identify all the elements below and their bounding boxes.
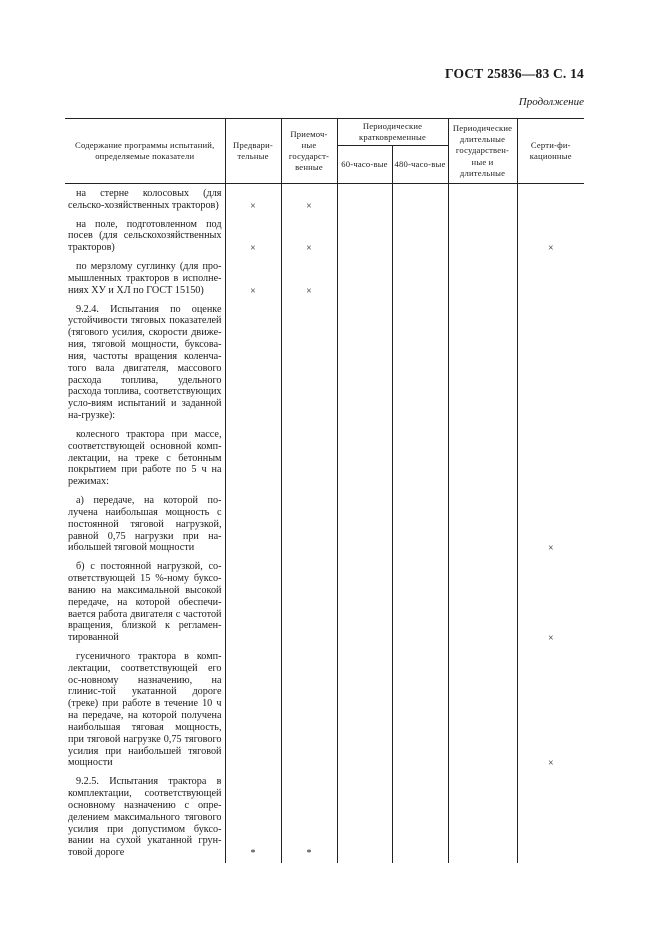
mark-preliminary <box>225 558 281 648</box>
mark-certification <box>517 301 584 426</box>
table-row <box>65 258 584 300</box>
row-description: на стерне колосовых (для сельско-хозяйственных тракторов) <box>68 188 222 211</box>
mark-480h <box>392 558 448 648</box>
mark-480h <box>392 258 448 300</box>
row-description: по мерзлому суглинку (для про-мышленных тракторов в исполне-ниях ХУ и ХЛ по ГОСТ 15150) <box>68 261 222 296</box>
row-description: гусеничного трактора в комп-лектации, соответствующей его ос-новному назначению, на глинис-той укатанной дороге (треке) при работе в течение 10 ч на передаче, на которой получена наибольшая тяговая мощность, при тяговой нагрузке 0,75 тягового усилия при наибольшей тяговой мощности <box>68 650 222 769</box>
mark-preliminary <box>225 426 281 492</box>
table-row <box>65 773 584 863</box>
mark-acceptance: × <box>281 258 337 300</box>
mark-acceptance: × <box>281 216 337 258</box>
col-header-certification: Серти-фи-кационные <box>517 119 584 184</box>
mark-long <box>448 258 517 300</box>
table-row <box>65 492 584 558</box>
page-header: ГОСТ 25836—83 С. 14 <box>445 66 584 81</box>
row-description: 9.2.4. Испытания по оценке устойчивости тяговых показателей (тягового усилия, скорости движе-ния, тяговой мощности, буксова-ния, частоты вращения коленча-того вала двигателя, массового расхода топлива, удельного расхода топлива, соответствующих усло-виям испытаний и заданной на-грузке): <box>68 303 222 422</box>
test-program-table <box>65 118 584 863</box>
mark-60h <box>337 492 392 558</box>
mark-acceptance <box>281 426 337 492</box>
mark-long <box>448 492 517 558</box>
mark-480h <box>392 184 448 216</box>
mark-acceptance: × <box>281 184 337 216</box>
mark-preliminary: × <box>225 258 281 300</box>
col-header-acceptance: Приемоч-ные государст-венные <box>281 119 337 184</box>
mark-long <box>448 301 517 426</box>
row-description: а) передаче, на которой по-лучена наибольшая мощность с постоянной тяговой нагрузкой, равной 0,75 нагрузки при на-ибольшей тяговой мощности <box>68 495 222 554</box>
continuation-label: Продолжение <box>518 96 584 108</box>
col-header-periodic-long: Периодические длительные государствен-ные и длительные <box>448 119 517 184</box>
row-description: колесного трактора при массе, соответствующей основной комп-лектации, на треке с бетонным покрытием при работе по 5 ч на режимах: <box>68 428 222 488</box>
mark-long <box>448 648 517 773</box>
table-row <box>65 216 584 258</box>
col-header-480h: 480-часо-вые <box>392 146 448 184</box>
table-row <box>65 426 584 492</box>
mark-preliminary <box>225 648 281 773</box>
col-header-60h: 60-часо-вые <box>337 146 392 184</box>
mark-long <box>448 426 517 492</box>
mark-60h <box>337 258 392 300</box>
col-header-preliminary: Предвари-тельные <box>225 119 281 184</box>
mark-long <box>448 216 517 258</box>
col-header-content: Содержание программы испытаний, определяемые показатели <box>65 119 225 184</box>
mark-60h <box>337 773 392 863</box>
mark-acceptance <box>281 558 337 648</box>
table-row <box>65 648 584 773</box>
mark-preliminary <box>225 492 281 558</box>
mark-preliminary <box>225 301 281 426</box>
mark-60h <box>337 648 392 773</box>
mark-preliminary: * <box>225 773 281 863</box>
mark-60h <box>337 216 392 258</box>
table-row <box>65 301 584 426</box>
mark-preliminary: × <box>225 184 281 216</box>
mark-480h <box>392 426 448 492</box>
row-description: на поле, подготовленном под посев (для сельскохозяйственных тракторов) <box>68 218 222 254</box>
mark-acceptance <box>281 492 337 558</box>
mark-60h <box>337 301 392 426</box>
mark-preliminary: × <box>225 216 281 258</box>
mark-long <box>448 773 517 863</box>
mark-long <box>448 558 517 648</box>
mark-acceptance: * <box>281 773 337 863</box>
mark-certification: × <box>517 216 584 258</box>
mark-certification <box>517 426 584 492</box>
col-header-periodic-short: Периодические кратковременные <box>337 119 448 146</box>
mark-60h <box>337 558 392 648</box>
mark-480h <box>392 648 448 773</box>
mark-certification: × <box>517 492 584 558</box>
mark-certification <box>517 773 584 863</box>
mark-480h <box>392 301 448 426</box>
table-row <box>65 184 584 216</box>
mark-acceptance <box>281 648 337 773</box>
mark-480h <box>392 773 448 863</box>
row-description: 9.2.5. Испытания трактора в комплектации, соответствующей основному назначению с опре-делением максимального тягового усилия при допустимом буксо-вании на сухой укатанной грун-товой дороге <box>68 776 222 859</box>
mark-certification: × <box>517 558 584 648</box>
mark-certification <box>517 184 584 216</box>
mark-long <box>448 184 517 216</box>
mark-60h <box>337 426 392 492</box>
mark-certification <box>517 258 584 300</box>
row-description: б) с постоянной нагрузкой, со-ответствующей 15 %-ному буксо-ванию на максимальной высокой передаче, на которой обеспечи-вается работа двигателя с частотой вращения, близкой к регламен-тированной <box>68 561 222 644</box>
mark-60h <box>337 184 392 216</box>
table-row <box>65 558 584 648</box>
mark-certification: × <box>517 648 584 773</box>
mark-acceptance <box>281 301 337 426</box>
mark-480h <box>392 492 448 558</box>
mark-480h <box>392 216 448 258</box>
